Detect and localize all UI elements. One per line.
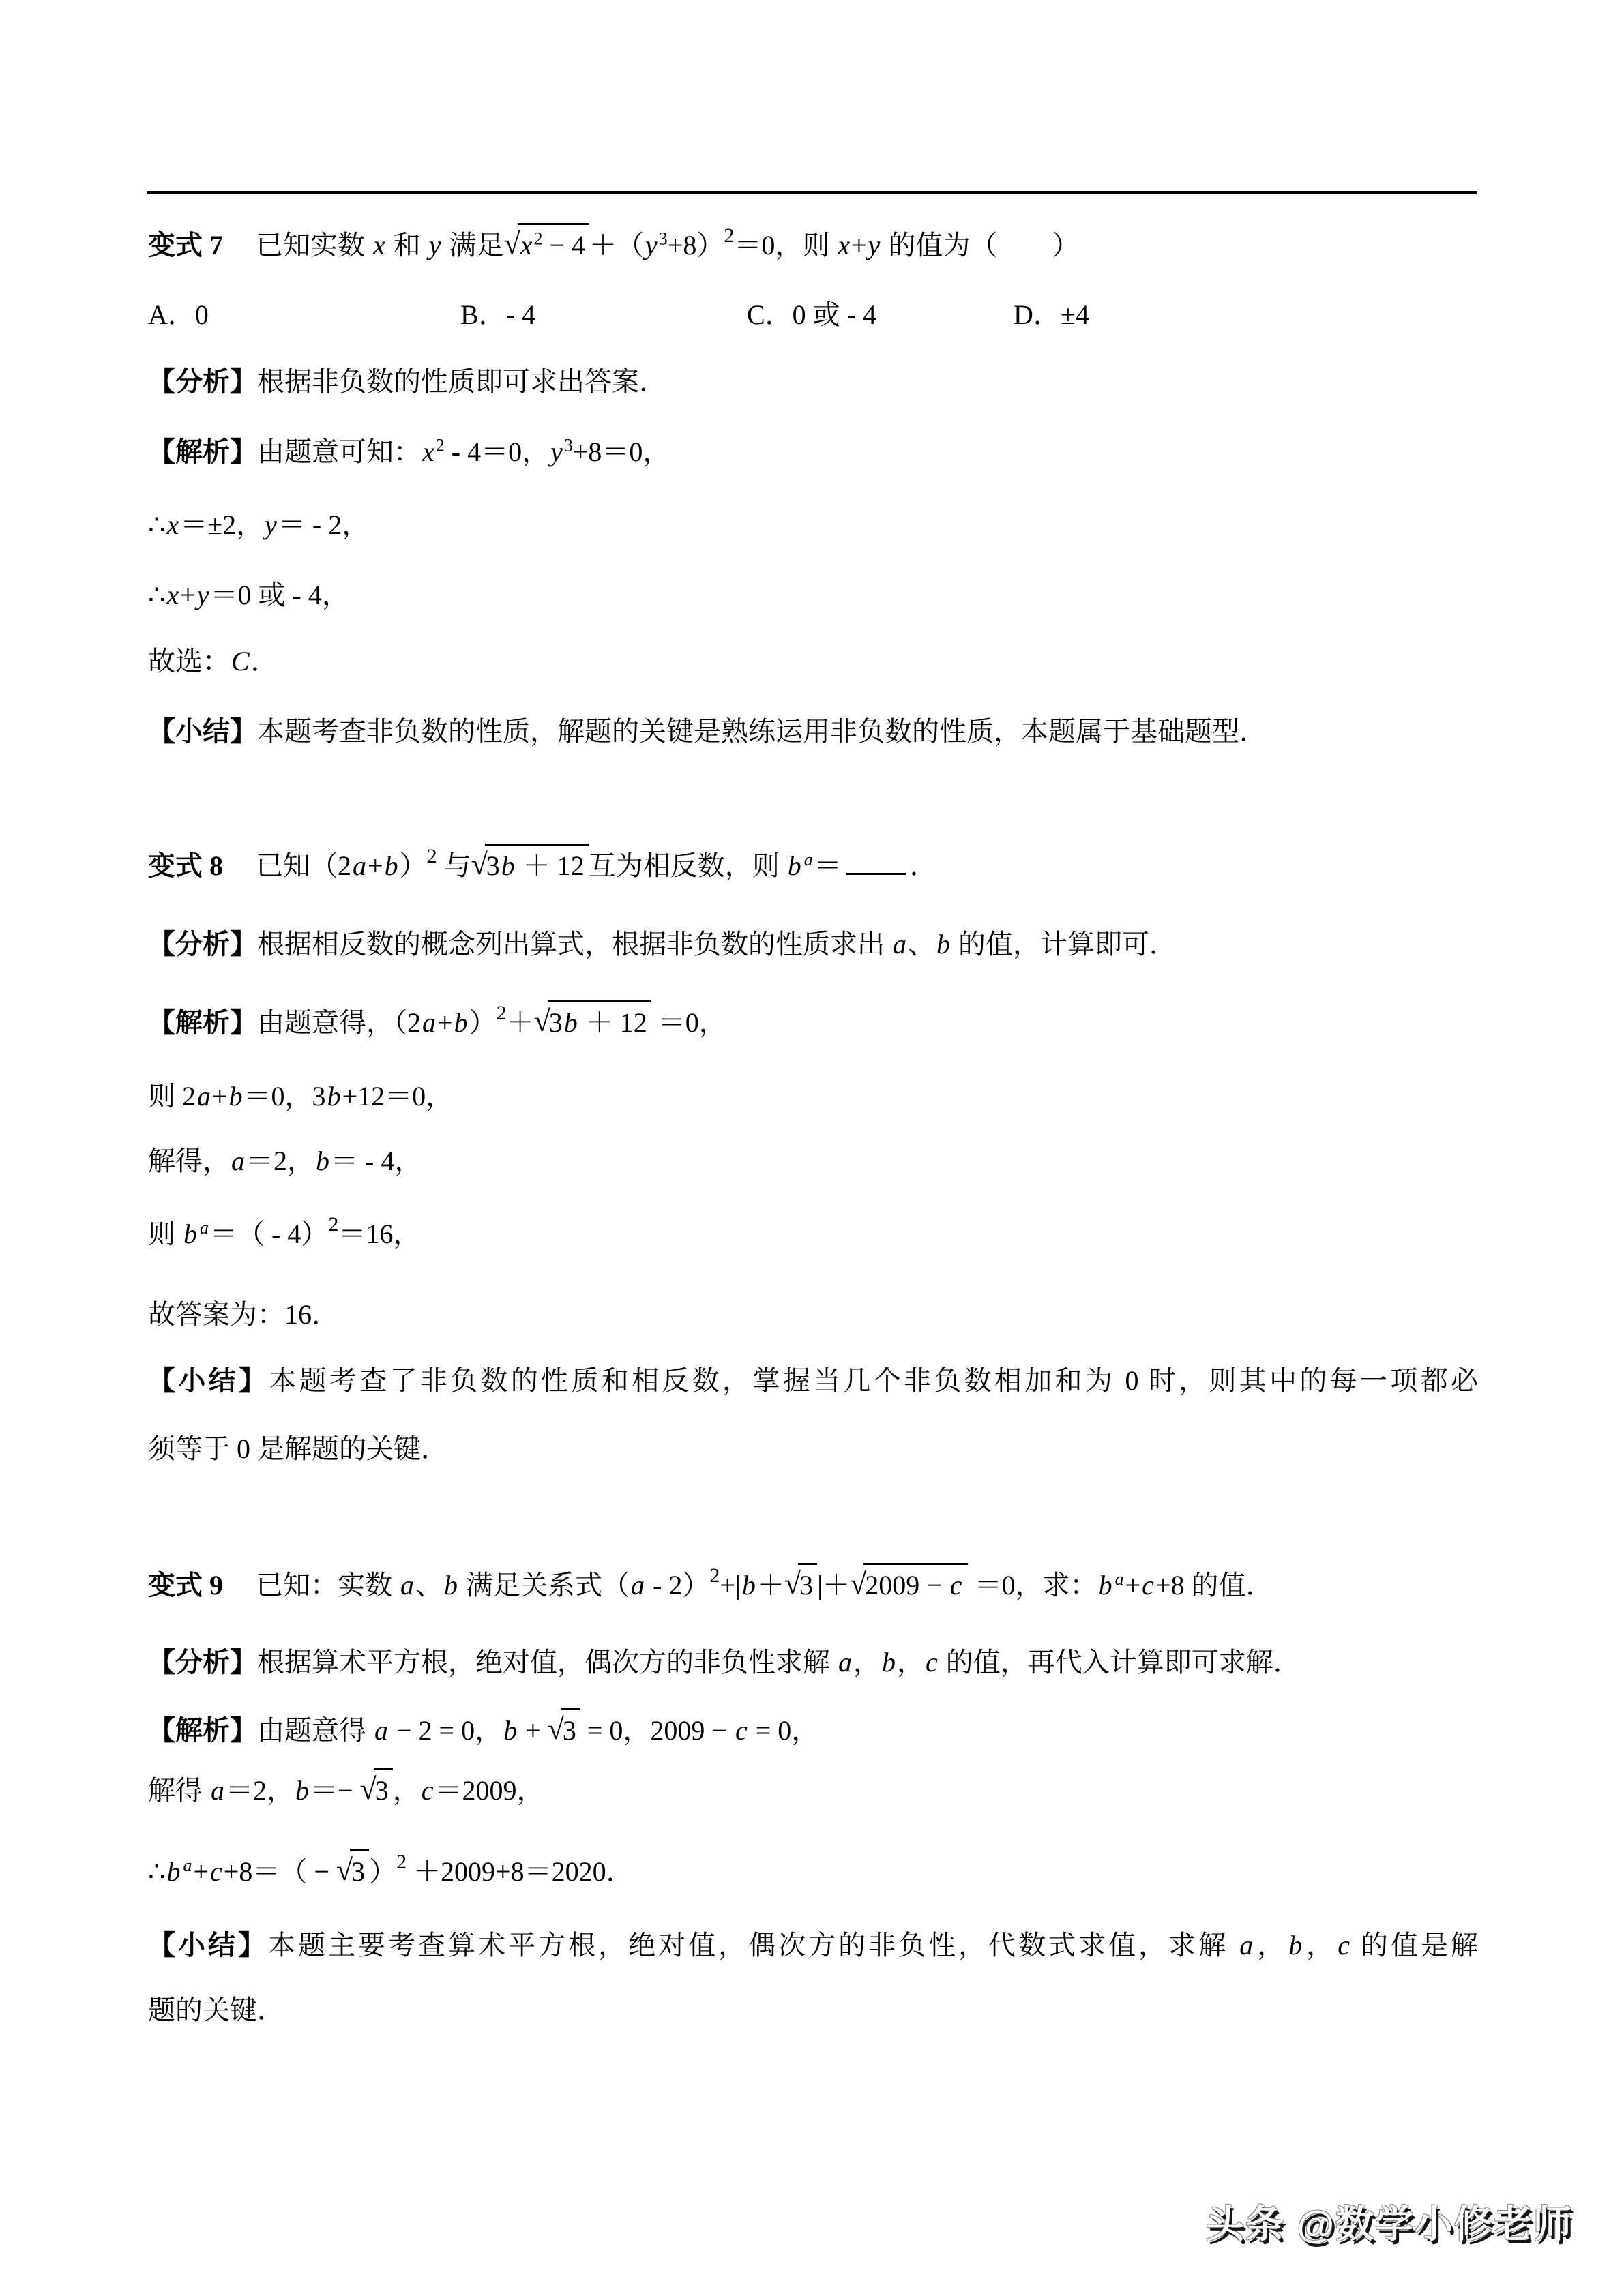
v9-question-line: 变式 9 已知：实数 a、b 满足关系式（a - 2）$^2$+|b＋√3 |＋√2009 − c ＝0，求：b $^a$+c+8 的值． (148, 1563, 1273, 1606)
radical-sign: √ (471, 848, 488, 881)
summary-label: 【小结】 (148, 1365, 269, 1396)
v8-solution-line-2: 则 2a+b＝0，3b+12＝0， (148, 1081, 454, 1112)
sqrt-expression: √3 (336, 1849, 369, 1892)
sqrt-expression: √3 (548, 1708, 580, 1751)
option-d: D．±4 (1014, 299, 1089, 330)
v9-answer-line: ∴b $^a$+c+8＝（ − √3 ）$^2$ ＋2009+8＝2020． (148, 1849, 634, 1892)
v8-summary-line-2: 须等于 0 是解题的关键． (148, 1433, 448, 1464)
solution-label: 【解析】 (148, 1715, 257, 1746)
math-variable: y (428, 230, 441, 260)
radical-sign: √ (336, 1853, 353, 1887)
v7-answer-line: 故选：C． (148, 646, 278, 676)
v8-analysis-line: 【分析】根据相反数的概念列出算式，根据非负数的性质求出 a、b 的值，计算即可． (148, 929, 1177, 959)
v9-summary-line-2: 题的关键． (148, 1995, 284, 2025)
v8-solution-line-3: 解得，a＝2，b＝ - 4， (148, 1146, 422, 1176)
exponent: 2 (496, 1002, 507, 1024)
option-a: A．0 (148, 299, 209, 330)
v7-question-line: 变式 7 已知实数 x 和 y 满足$√x^2 - 4 +(y^3+8)^2=0$，则 x+y 的值为（ ） (148, 223, 1079, 266)
v8-solution-line-4: 则 b $^a$＝（ - 4）$^2$＝16， (148, 1213, 421, 1249)
v9-solution-line-2: 解得 a＝2，b＝− √3 ，c＝2009， (148, 1768, 544, 1811)
option-b: B．- 4 (460, 299, 535, 330)
v9-number: 变式 9 (148, 1570, 223, 1600)
v8-number: 变式 8 (148, 850, 223, 881)
v7-solution-line-2: ∴x＝±2，y＝ - 2， (148, 509, 370, 540)
exponent: 2 (426, 845, 437, 867)
v7-analysis-line: 【分析】根据非负数的性质即可求出答案． (148, 366, 666, 397)
radical-sign: √ (547, 1712, 564, 1746)
v8-solution-line-1: 【解析】由题意得，$(2a+b)^2+√3b + 12 =0$， (148, 1000, 726, 1043)
summary-label: 【小结】 (148, 716, 257, 747)
v8-summary-line-1: 【小结】本题考查了非负数的性质和相反数，掌握当几个非负数相加和为 0 时，则其中的每一项都必 (148, 1365, 1479, 1396)
option-c: C．0 或 - 4 (747, 299, 876, 330)
analysis-label: 【分析】 (148, 1647, 257, 1678)
exponent: 2 (709, 1564, 720, 1587)
radical-sign: √ (850, 1567, 867, 1600)
v7-number: 变式 7 (148, 230, 223, 260)
radical-sign: √ (503, 227, 520, 260)
sqrt-expression: √3 (360, 1768, 393, 1811)
v8-answer-line: 故答案为：16． (148, 1299, 339, 1330)
sqrt-expression: √3b ＋ 12 (534, 1000, 651, 1043)
v7-summary-line: 【小结】本题考查非负数的性质，解题的关键是熟练运用非负数的性质，本题属于基础题型． (148, 716, 1267, 747)
radical-sign: √ (784, 1567, 801, 1600)
solution-label: 【解析】 (148, 1007, 257, 1038)
sqrt-expression: √3b ＋ 12 (471, 844, 589, 886)
solution-label: 【解析】 (148, 436, 257, 467)
sqrt-expression: √3 (784, 1563, 817, 1606)
v9-analysis-line: 【分析】根据算术平方根，绝对值，偶次方的非负性求解 a，b，c 的值，再代入计算即可求解． (148, 1647, 1301, 1678)
exponent: 2 (724, 224, 735, 247)
sqrt-expression: √2009 − c (850, 1563, 967, 1606)
answer-blank (846, 867, 906, 875)
analysis-label: 【分析】 (148, 929, 257, 959)
v7-solution-line-1: 【解析】由题意可知：$x^2 - 4=0$，$y^3+8=0$， (148, 435, 670, 467)
sqrt-expression: $√x^2 - 4$ (504, 223, 589, 266)
header-divider (147, 191, 1477, 194)
radical-sign: √ (533, 1004, 550, 1038)
v9-summary-line-1: 【小结】本题主要考查算术平方根，绝对值，偶次方的非负性，代数式求值，求解 a，b，c 的值是解 (148, 1930, 1479, 1960)
v8-question-line: 变式 8 已知$(2a+b)^2$ 与√3b ＋ 12 互为相反数，则 b $^a$＝ ． (148, 844, 937, 886)
radical-sign: √ (359, 1772, 377, 1806)
math-variable: y (645, 230, 658, 260)
v7-solution-line-3: ∴x+y＝0 或 - 4， (148, 580, 349, 610)
exponent: 2 (328, 1213, 339, 1236)
analysis-label: 【分析】 (148, 366, 257, 397)
math-variable: x (373, 230, 385, 260)
v9-solution-line-1: 【解析】由题意得 a − 2 = 0，b + √3 = 0，2009 − c = 0， (148, 1708, 818, 1751)
exponent: 2 (396, 1851, 407, 1873)
summary-label: 【小结】 (148, 1930, 269, 1960)
watermark: 头条 @数学小修老师 (1206, 2203, 1574, 2246)
